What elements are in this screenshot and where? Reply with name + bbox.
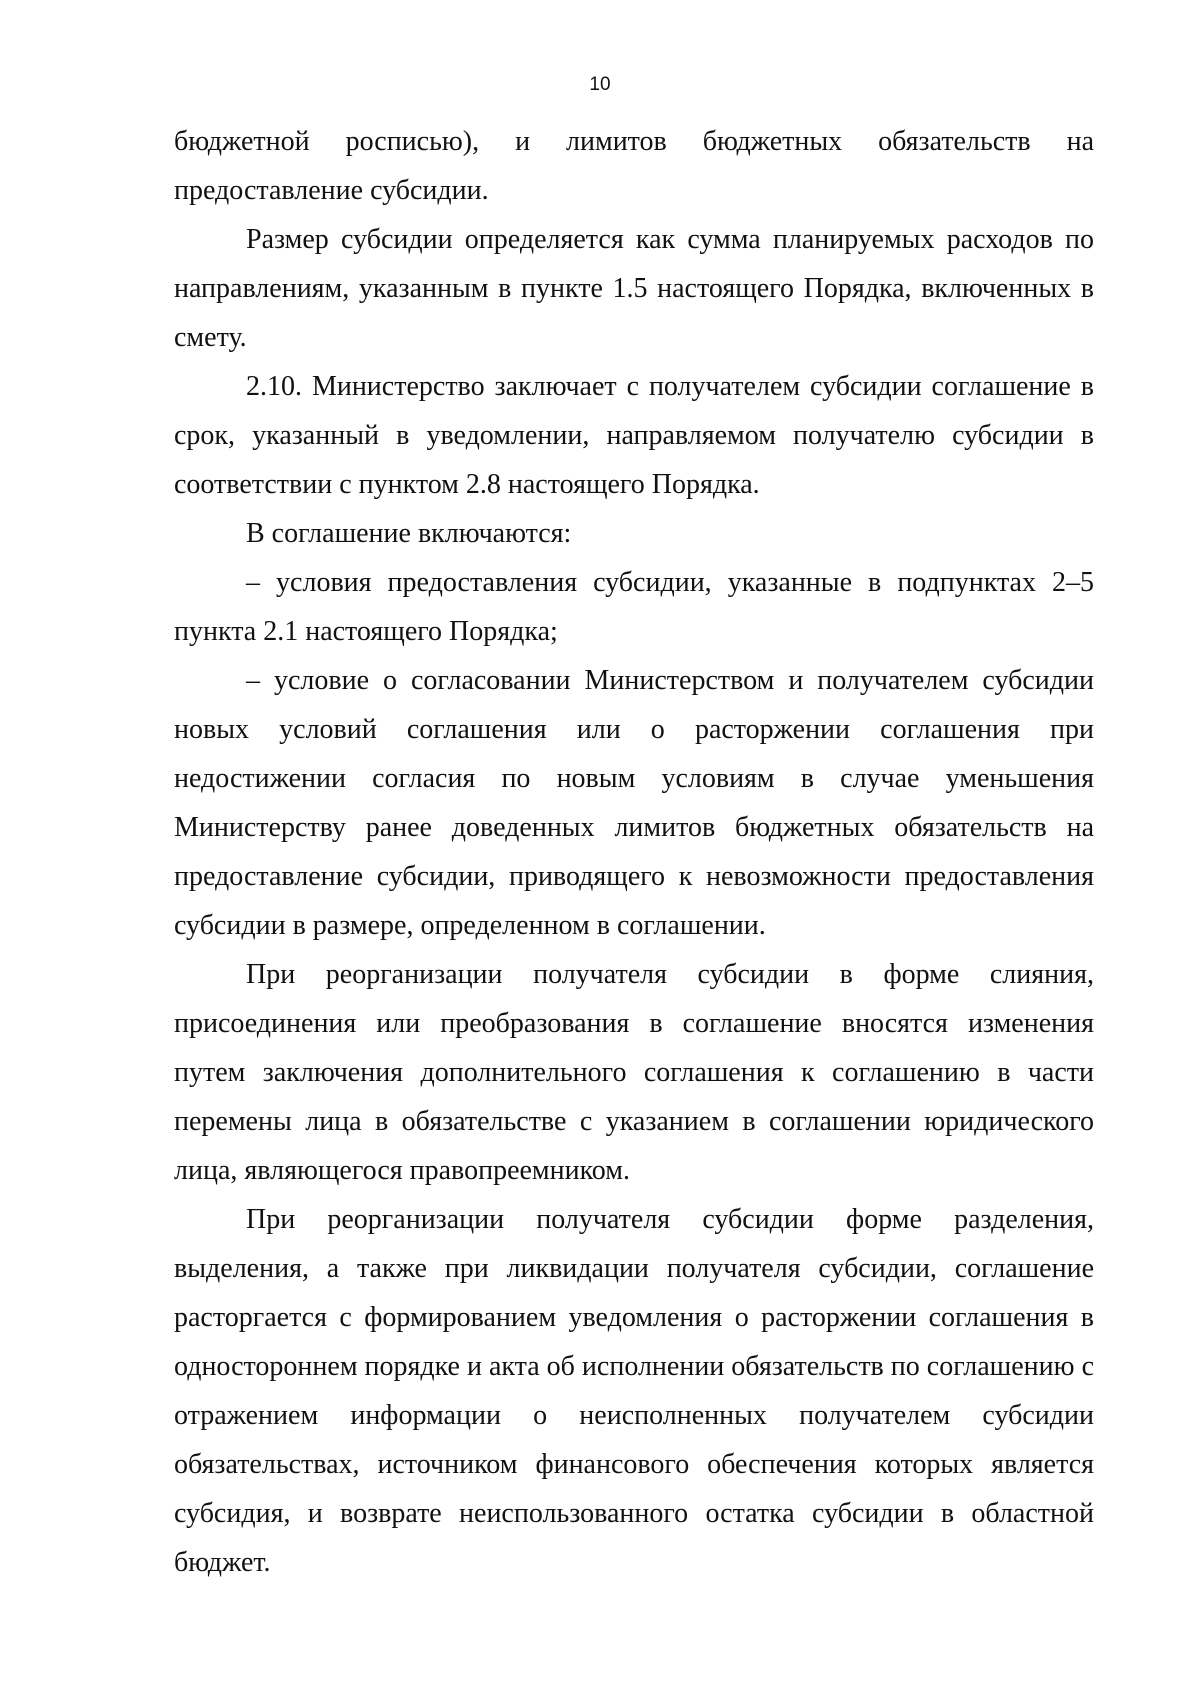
list-item-conditions: – условия предоставления субсидии, указанные в подпунктах 2–5 пункта 2.1 настоящего Порядка;: [174, 567, 1094, 647]
paragraph-budget-limits: бюджетной росписью), и лимитов бюджетных обязательств на предоставление субсидии.: [174, 126, 1094, 206]
paragraph-reorganization-division: При реорганизации получателя субсидии форме разделения, выделения, а также при ликвидации получателя субсидии, соглашение расторгается с формированием уведомления о расторжении соглашения в одностороннем порядке и акта об исполнении обязательств по соглашению с отражением информации о неисполненных получателем субсидии обязательствах, источником финансового обеспечения которых является субсидия, и возврате неиспользованного остатка субсидии в областной бюджет.: [174, 1204, 1094, 1578]
list-item-new-conditions: – условие о согласовании Министерством и получателем субсидии новых условий соглашения или о расторжении соглашения при недостижении согласия по новым условиям в случае уменьшения Министерству ранее доведенных лимитов бюджетных обязательств на предоставление субсидии, приводящего к невозможности предоставления субсидии в размере, определенном в соглашении.: [174, 665, 1094, 941]
document-body: [174, 117, 1094, 1587]
paragraph-reorganization-merger: При реорганизации получателя субсидии в форме слияния, присоединения или преобразования в соглашение вносятся изменения путем заключения дополнительного соглашения к соглашению в части перемены лица в обязательстве с указанием в соглашении юридического лица, являющегося правопреемником.: [174, 959, 1094, 1186]
paragraph-agreement-includes: В соглашение включаются:: [246, 518, 572, 549]
paragraph-2-10-agreement: 2.10. Министерство заключает с получателем субсидии соглашение в срок, указанный в уведомлении, направляемом получателю субсидии в соответствии с пунктом 2.8 настоящего Порядка.: [174, 371, 1094, 500]
page-number: 10: [589, 74, 611, 95]
paragraph-subsidy-size: Размер субсидии определяется как сумма планируемых расходов по направлениям, указанным в пункте 1.5 настоящего Порядка, включенных в смету.: [174, 224, 1094, 353]
